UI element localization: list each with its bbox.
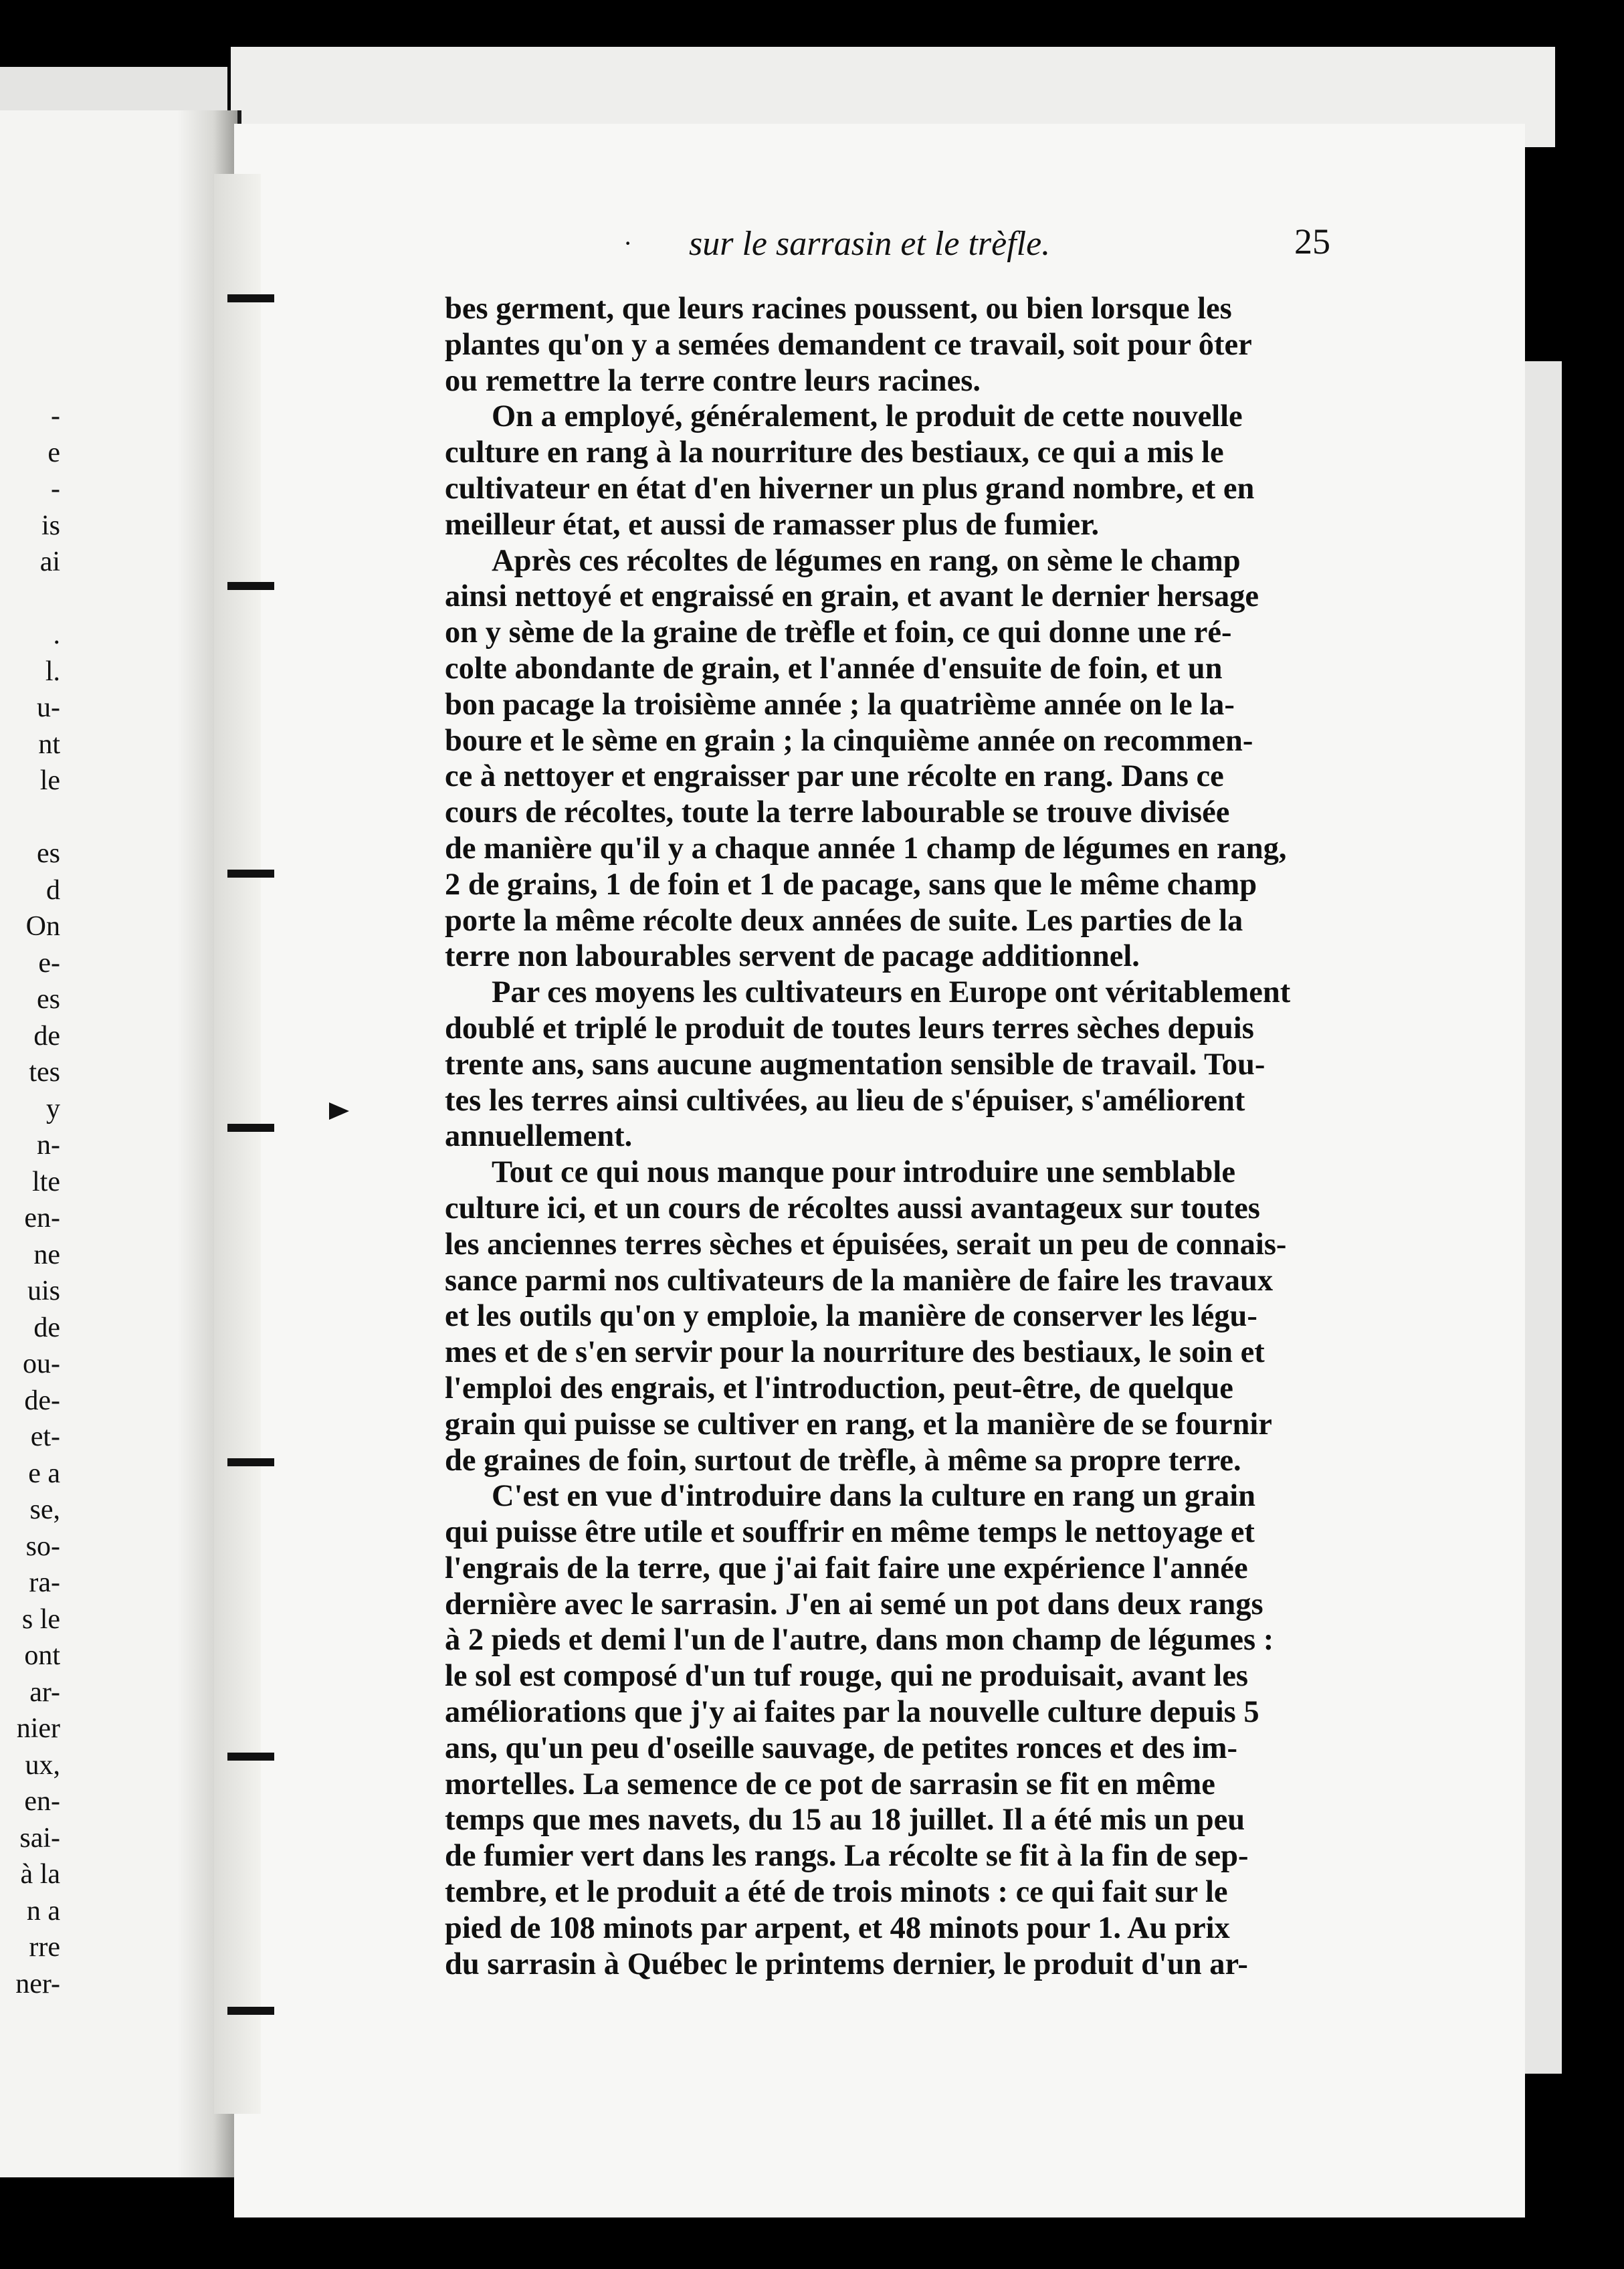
left-page-fragment: ner-: [15, 1968, 60, 1999]
running-head: sur le sarrasin et le trèfle.: [689, 225, 1051, 263]
binding-stitch: [227, 870, 274, 878]
left-page-fragment: lte: [32, 1166, 60, 1197]
text-line: grain qui puisse se cultiver en rang, et la manière de se fournir: [445, 1407, 1272, 1442]
text-line: 2 de grains, 1 de foin et 1 de pacage, sans que le même champ: [445, 867, 1257, 902]
binding-stitch: [227, 1124, 274, 1132]
left-page-fragment: y: [46, 1093, 60, 1124]
text-line: doublé et triplé le produit de toutes leurs terres sèches depuis: [445, 1011, 1254, 1046]
left-page-fragment: tes: [29, 1057, 60, 1088]
text-line: porte la même récolte deux années de suite. Les parties de la: [445, 903, 1243, 938]
left-page-fragment: en-: [24, 1786, 60, 1817]
text-line: boure et le sème en grain ; la cinquième année on recommen-: [445, 723, 1253, 758]
text-line: ans, qu'un peu d'oseille sauvage, de petites ronces et des im-: [445, 1731, 1237, 1765]
text-line: temps que mes navets, du 15 au 18 juillet. Il a été mis un peu: [445, 1803, 1245, 1838]
text-line: Tout ce qui nous manque pour introduire une semblable: [492, 1155, 1235, 1190]
left-page-fragment: e a: [28, 1458, 60, 1489]
left-page-fragment: es: [37, 984, 60, 1015]
left-page-fragment: n-: [37, 1130, 60, 1161]
text-line: l'engrais de la terre, que j'ai fait faire une expérience l'année: [445, 1551, 1248, 1585]
left-page-fragment: .: [53, 619, 60, 650]
text-line: ce à nettoyer et engraisser par une récolte en rang. Dans ce: [445, 759, 1224, 794]
text-line: plantes qu'on y a semées demandent ce travail, soit pour ôter: [445, 327, 1252, 362]
text-line: qui puisse être utile et souffrir en même temps le nettoyage et: [445, 1515, 1255, 1550]
left-page-fragment: uis: [27, 1276, 60, 1306]
text-line: on y sème de la graine de trèfle et foin, ce qui donne une ré-: [445, 615, 1232, 650]
left-page-fragment: ux,: [25, 1749, 60, 1781]
left-page-fragment: de: [33, 1312, 60, 1343]
left-page-fragment: es: [37, 838, 60, 869]
left-page-fragment: et-: [30, 1421, 60, 1452]
left-page-fragment: à la: [20, 1859, 60, 1890]
text-line: ou remettre la terre contre leurs racines.: [445, 363, 981, 398]
text-line: mortelles. La semence de ce pot de sarrasin se fit en même: [445, 1767, 1215, 1801]
text-line: cultivateur en état d'en hiverner un plus grand nombre, et en: [445, 471, 1255, 506]
text-line: terre non labourables servent de pacage additionnel.: [445, 939, 1140, 974]
text-line: culture ici, et un cours de récoltes aussi avantageux sur toutes: [445, 1191, 1260, 1225]
left-page-fragment: ne: [33, 1239, 60, 1270]
text-line: Après ces récoltes de légumes en rang, on sème le champ: [492, 543, 1241, 578]
left-page-fragment: s le: [21, 1603, 60, 1635]
left-page-fragment: so-: [25, 1531, 60, 1562]
left-page-fragment: en-: [24, 1203, 60, 1234]
left-page-fragment: -: [51, 474, 60, 504]
text-line: du sarrasin à Québec le printems dernier, le produit d'un ar-: [445, 1947, 1248, 1981]
text-line: le sol est composé d'un tuf rouge, qui ne produisait, avant les: [445, 1659, 1248, 1694]
left-page-fragment: d: [46, 874, 60, 906]
page-number: 25: [1294, 221, 1330, 262]
left-page-fragment: ra-: [29, 1567, 60, 1598]
text-line: On a employé, généralement, le produit de cette nouvelle: [492, 399, 1243, 434]
text-line: Par ces moyens les cultivateurs en Europe ont véritablement: [492, 975, 1291, 1010]
text-line: C'est en vue d'introduire dans la culture en rang un grain: [492, 1479, 1255, 1514]
left-page-fragment: [0, 581, 60, 617]
left-page-fragment: -: [51, 401, 60, 431]
text-line: de graines de foin, surtout de trèfle, à même sa propre terre.: [445, 1443, 1241, 1478]
binding-stitch: [227, 294, 274, 302]
body-text: [445, 291, 1344, 1982]
left-page-fragment: e: [47, 437, 60, 468]
left-page-fragment: ont: [24, 1640, 60, 1671]
text-line: colte abondante de grain, et l'année d'ensuite de foin, et un: [445, 651, 1223, 686]
text-line: les anciennes terres sèches et épuisées, serait un peu de connais-: [445, 1227, 1287, 1262]
binding-stitch: [227, 582, 274, 590]
text-line: bon pacage la troisième année ; la quatrième année on le la-: [445, 687, 1235, 722]
binding-stitch: [227, 1458, 274, 1466]
binding-stitch: [227, 2007, 274, 2015]
text-line: culture en rang à la nourriture des bestiaux, ce qui a mis le: [445, 435, 1224, 470]
text-line: cours de récoltes, toute la terre labourable se trouve divisée: [445, 795, 1230, 830]
left-page-fragment: e-: [38, 947, 60, 979]
left-page-fragment: de: [33, 1020, 60, 1052]
left-page-fragment: de-: [24, 1385, 60, 1416]
left-page-fragment: On: [25, 911, 60, 942]
left-page-fragment: nier: [16, 1713, 60, 1744]
text-line: tembre, et le produit a été de trois minots : ce qui fait sur le: [445, 1875, 1228, 1910]
header-dot-mark: ·: [623, 228, 633, 258]
left-page-fragment: n a: [26, 1895, 60, 1927]
text-line: meilleur état, et aussi de ramasser plus de fumier.: [445, 507, 1100, 542]
left-page-fragment: ar-: [29, 1676, 60, 1708]
left-page-fragment: le: [39, 765, 60, 796]
text-line: améliorations que j'y ai faites par la nouvelle culture depuis 5: [445, 1695, 1259, 1730]
book-binding: [214, 174, 261, 2114]
left-page-text-fragments: [0, 398, 60, 2002]
text-line: ainsi nettoyé et engraissé en grain, et avant le dernier hersage: [445, 579, 1259, 614]
text-line: de fumier vert dans les rangs. La récolte se fit à la fin de sep-: [445, 1839, 1249, 1874]
text-line: pied de 108 minots par arpent, et 48 minots pour 1. Au prix: [445, 1910, 1230, 1945]
left-page-fragment: u-: [37, 692, 60, 723]
text-line: l'emploi des engrais, et l'introduction, peut-être, de quelque: [445, 1371, 1233, 1405]
text-line: de manière qu'il y a chaque année 1 champ de légumes en rang,: [445, 831, 1287, 866]
gutter-pointer-mark: [329, 1102, 349, 1120]
text-line: trente ans, sans aucune augmentation sensible de travail. Tou-: [445, 1047, 1265, 1082]
left-page: [0, 110, 241, 2177]
text-line: mes et de s'en servir pour la nourriture des bestiaux, le soin et: [445, 1335, 1265, 1370]
left-page-fragment: nt: [38, 728, 60, 760]
text-line: bes germent, que leurs racines poussent, ou bien lorsque les: [445, 292, 1232, 326]
left-page-fragment: [0, 799, 60, 836]
left-page-fragment: rre: [29, 1932, 60, 1963]
binding-stitch: [227, 1753, 274, 1761]
text-line: dernière avec le sarrasin. J'en ai semé un pot dans deux rangs: [445, 1587, 1263, 1621]
text-line: annuellement.: [445, 1119, 633, 1154]
left-page-fragment: ou-: [23, 1349, 60, 1379]
text-line: tes les terres ainsi cultivées, au lieu de s'épuiser, s'améliorent: [445, 1083, 1245, 1118]
text-line: sance parmi nos cultivateurs de la manière de faire les travaux: [445, 1263, 1274, 1298]
left-page-fragment: is: [41, 510, 60, 541]
text-line: et les outils qu'on y emploie, la manière de conserver les légu-: [445, 1299, 1257, 1334]
right-page-edge: [1525, 361, 1562, 2074]
left-page-fragment: l.: [45, 656, 60, 687]
left-page-fragment: ai: [39, 547, 60, 577]
left-page-fragment: se,: [29, 1494, 60, 1525]
left-page-fragment: sai-: [19, 1822, 60, 1854]
text-line: à 2 pieds et demi l'un de l'autre, dans mon champ de légumes :: [445, 1623, 1274, 1658]
